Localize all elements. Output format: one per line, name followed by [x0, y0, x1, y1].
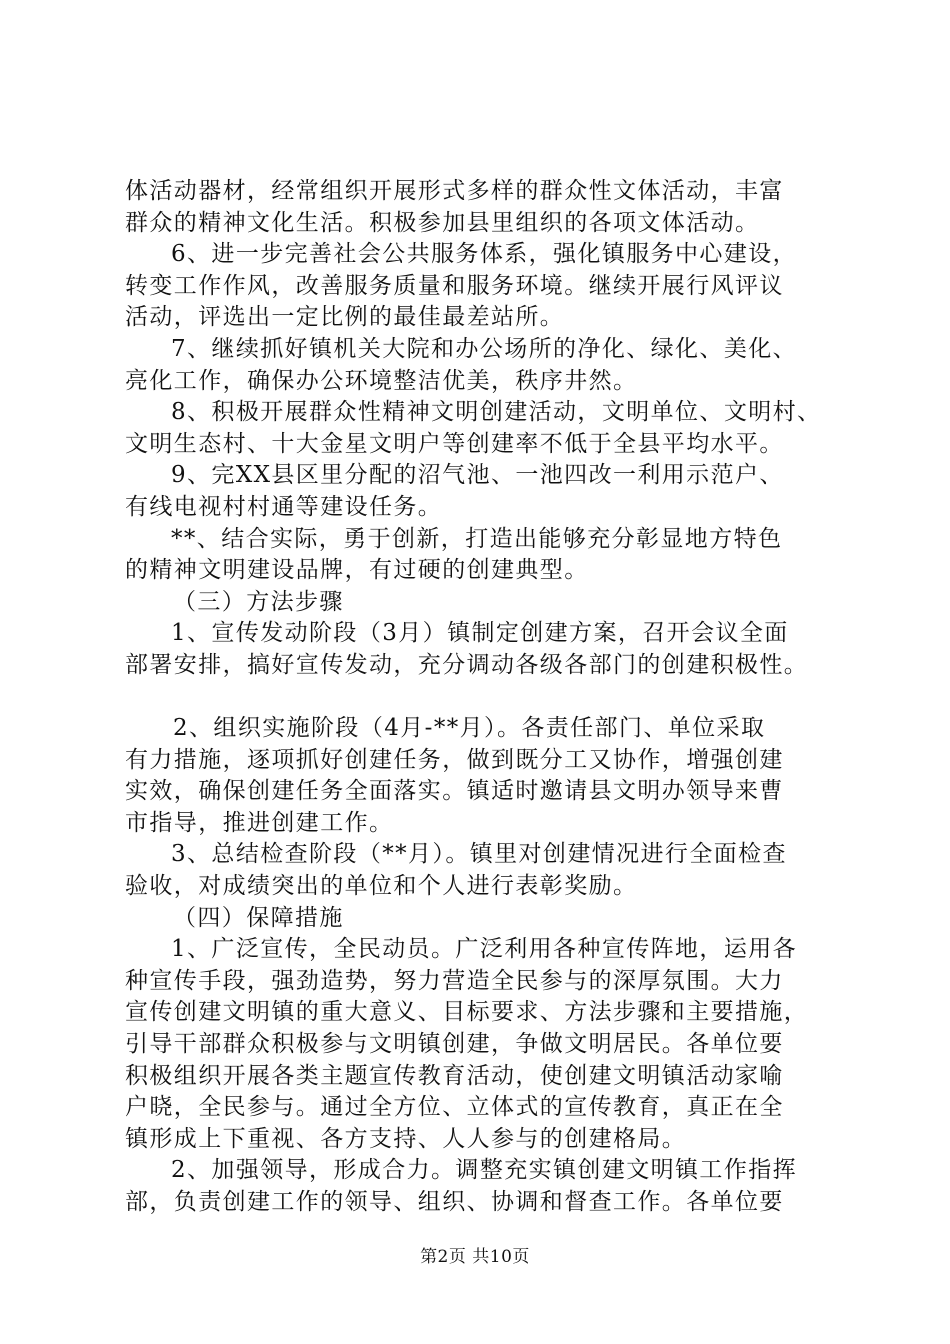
text-line: 部署安排，搞好宣传发动，充分调动各级各部门的创建积极性。 — [125, 651, 809, 678]
text-line: 种宣传手段，强劲造势，努力营造全民参与的深厚氛围。大力 — [125, 967, 784, 994]
text-line: 实效，确保创建任务全面落实。镇适时邀请县文明办领导来曹 — [125, 778, 784, 805]
text-line: 群众的精神文化生活。积极参加县里组织的各项文体活动。 — [125, 209, 760, 236]
document-body — [125, 176, 825, 1219]
text-line: 转变工作作风，改善服务质量和服务环境。继续开展行风评议 — [125, 272, 784, 299]
text-line: 3、总结检查阶段（**月）。镇里对创建情况进行全面检查 — [171, 841, 787, 868]
text-line: 6、进一步完善社会公共服务体系，强化镇服务中心建设， — [171, 241, 798, 268]
section-heading: （三）方法步骤 — [173, 588, 344, 615]
text-line: 1、宣传发动阶段（3月）镇制定创建方案，召开会议全面 — [171, 620, 789, 647]
text-line: 市指导，推进创建工作。 — [125, 809, 394, 836]
text-line: 的精神文明建设品牌，有过硬的创建典型。 — [125, 557, 589, 584]
text-line: 9、完XX县区里分配的沼气池、一池四改一利用示范户、 — [171, 462, 784, 489]
text-line: 宣传创建文明镇的重大意义、目标要求、方法步骤和主要措施， — [125, 999, 809, 1026]
text-line: 有线电视村村通等建设任务。 — [125, 493, 443, 520]
text-line: **、结合实际，勇于创新，打造出能够充分彰显地方特色 — [171, 525, 783, 552]
text-line: 文明生态村、十大金星文明户等创建率不低于全县平均水平。 — [125, 430, 784, 457]
text-line: 引导干部群众积极参与文明镇创建，争做文明居民。各单位要 — [125, 1031, 784, 1058]
section-heading: （四）保障措施 — [173, 904, 344, 931]
text-line: 2、加强领导，形成合力。调整充实镇创建文明镇工作指挥 — [171, 1157, 798, 1184]
text-line: 有力措施，逐项抓好创建任务，做到既分工又协作，增强创建 — [125, 746, 784, 773]
text-line: 亮化工作，确保办公环境整洁优美，秩序井然。 — [125, 367, 638, 394]
page-footer: 第2页 共10页 — [420, 1247, 530, 1267]
text-line: 部，负责创建工作的领导、组织、协调和督查工作。各单位要 — [125, 1189, 784, 1215]
text-line: 户晓，全民参与。通过全方位、立体式的宣传教育，真正在全 — [125, 1094, 784, 1121]
text-line: 验收，对成绩突出的单位和个人进行表彰奖励。 — [125, 873, 638, 900]
text-line: 2、组织实施阶段（4月-**月）。各责任部门、单位采取 — [173, 715, 766, 742]
text-line: 积极组织开展各类主题宣传教育活动，使创建文明镇活动家喻 — [125, 1062, 784, 1089]
text-line: 活动，评选出一定比例的最佳最差站所。 — [125, 304, 565, 331]
text-line: 镇形成上下重视、各方支持、人人参与的创建格局。 — [125, 1125, 687, 1152]
blank-line — [125, 682, 825, 714]
text-line: 7、继续抓好镇机关大院和办公场所的净化、绿化、美化、 — [171, 335, 798, 362]
text-line: 8、积极开展群众性精神文明创建活动，文明单位、文明村、 — [171, 399, 822, 426]
text-line: 1、广泛宣传，全民动员。广泛利用各种宣传阵地，运用各 — [171, 936, 798, 963]
text-line: 体活动器材，经常组织开展形式多样的群众性文体活动，丰富 — [125, 178, 784, 204]
